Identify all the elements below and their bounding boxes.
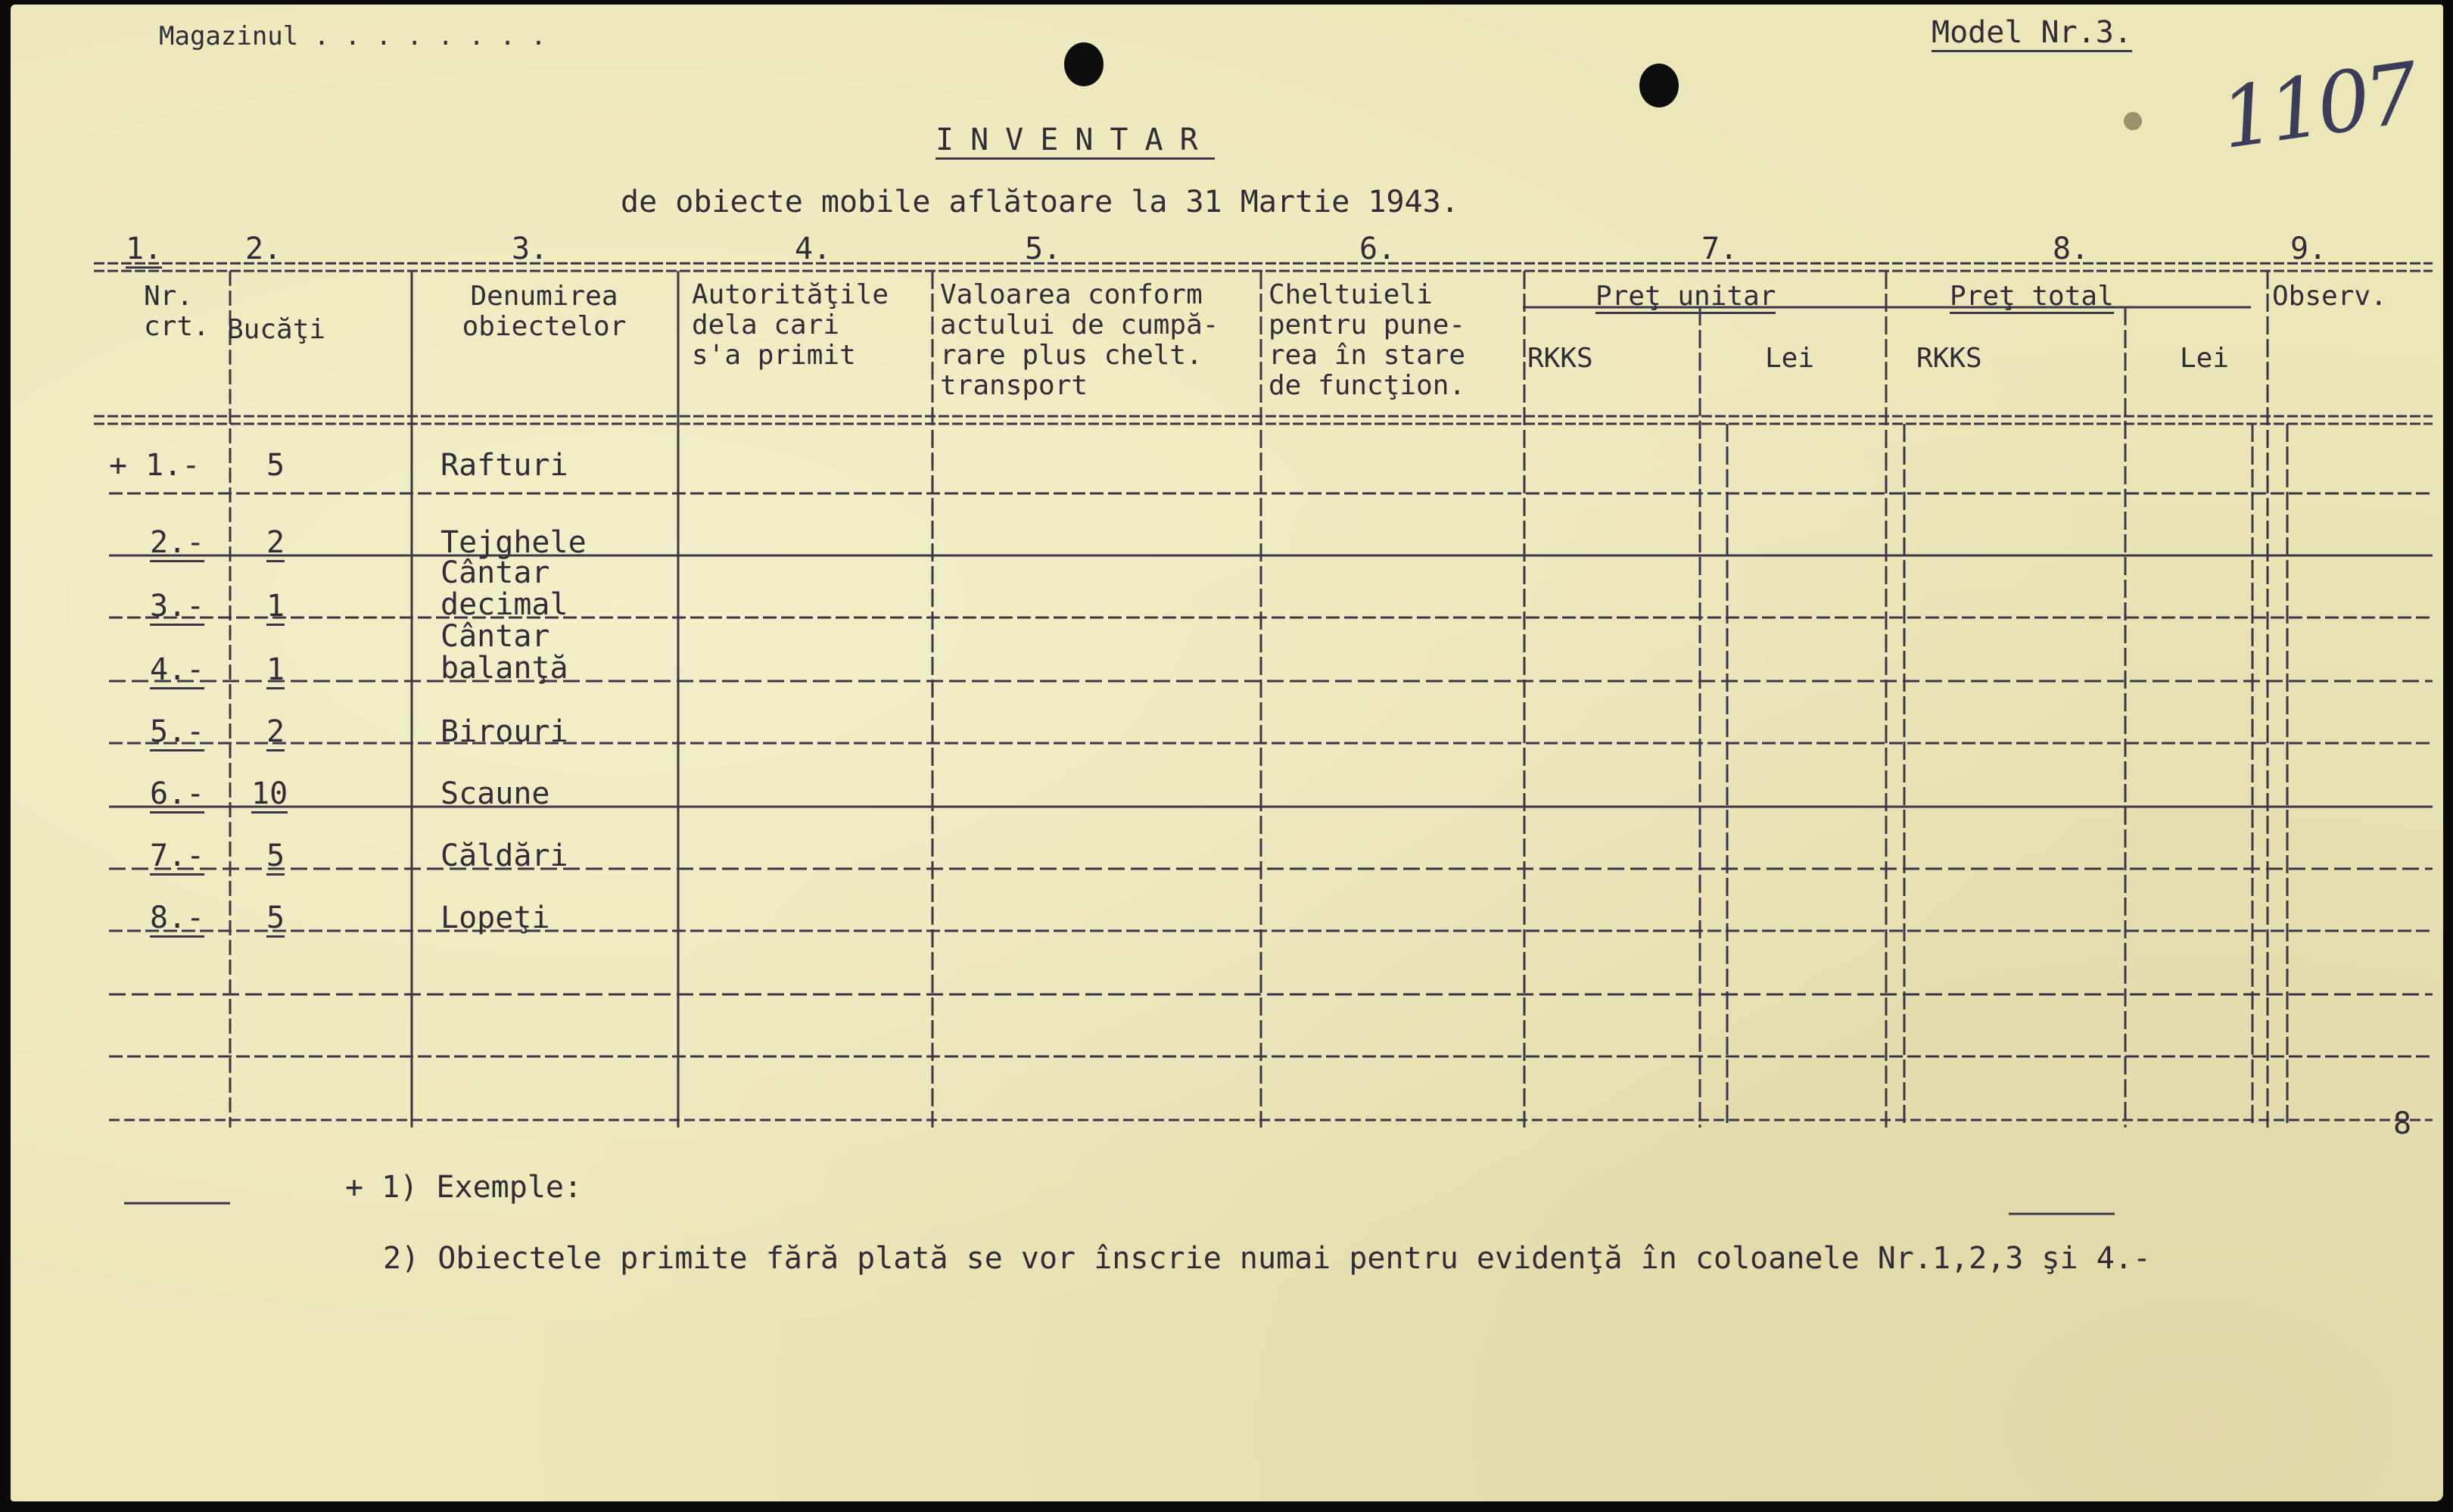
- header-rkks-total: RKKS: [1916, 343, 1982, 374]
- row-nr: 8.-: [150, 901, 204, 938]
- header-cheltuieli: Cheltuieli pentru pune- rea în stare de funcţion.: [1269, 279, 1466, 401]
- row-nr: 2.-: [150, 525, 204, 562]
- store-label: Magazinul . . . . . . . .: [159, 21, 546, 51]
- row-denumire: Rafturi: [440, 448, 568, 483]
- col-number-8: 8.: [2053, 232, 2090, 266]
- row-denumire: Cântar decimal: [440, 555, 568, 622]
- row-bucati: 2: [266, 714, 285, 751]
- header-pret-total: Preţ total: [1950, 282, 2114, 314]
- header-pret-unitar: Preţ unitar: [1595, 282, 1776, 314]
- header-observ: Observ.: [2272, 281, 2387, 312]
- row-nr: 3.-: [150, 589, 204, 626]
- header-denumirea: Denumirea obiectelor: [462, 281, 627, 342]
- row-denumire: Scaune: [440, 776, 550, 811]
- row-denumire: Cântar balanţă: [440, 619, 568, 686]
- note-2: 2) Obiectele primite fără plată se vor înscrie numai pentru evidenţă în coloanele Nr.1,2,3 şi 4.-: [383, 1241, 2151, 1276]
- row-bucati: 2: [266, 525, 285, 562]
- row-nr: 5.-: [150, 714, 204, 751]
- col-number-7: 7.: [1701, 232, 1739, 266]
- row-bucati: 5: [266, 838, 285, 876]
- row-bucati: 1: [266, 652, 285, 689]
- row-nr: 6.-: [150, 776, 204, 814]
- row-denumire: Tejghele: [440, 525, 587, 560]
- row-denumire: Lopeţi: [440, 901, 550, 935]
- table-grid: [11, 5, 2443, 1501]
- col-number-1: 1.: [126, 232, 162, 269]
- row-nr: + 1.-: [109, 448, 201, 483]
- row-nr: 4.-: [150, 652, 204, 689]
- document-sheet: [11, 5, 2443, 1501]
- col-number-9: 9.: [2290, 232, 2327, 266]
- header-rkks-unitar: RKKS: [1527, 343, 1593, 374]
- document-title: INVENTAR: [935, 123, 1215, 160]
- header-autoritatile: Autorităţile dela cari s'a primit: [692, 279, 889, 371]
- row-bucati: 5: [266, 901, 285, 938]
- model-label: Model Nr.3.: [1932, 15, 2132, 52]
- handwritten-number: 1107: [2215, 44, 2420, 168]
- row-denumire: Căldări: [440, 838, 568, 873]
- col-number-4: 4.: [795, 232, 832, 266]
- row-bucati: 5: [266, 448, 285, 483]
- header-nr-crt: Nr. crt.: [144, 281, 210, 342]
- corner-mark: 8: [2393, 1106, 2412, 1141]
- row-nr: 7.-: [150, 838, 204, 876]
- col-number-5: 5.: [1025, 232, 1062, 266]
- header-bucati: Bucăţi: [227, 314, 326, 345]
- col-number-3: 3.: [512, 232, 549, 266]
- row-bucati: 10: [251, 776, 288, 814]
- header-valoarea: Valoarea conform actului de cumpă- rare plus chelt. transport: [940, 279, 1219, 401]
- header-lei-unitar: Lei: [1765, 343, 1815, 374]
- col-number-2: 2.: [245, 232, 282, 266]
- col-number-6: 6.: [1359, 232, 1396, 266]
- note-1: + 1) Exemple:: [345, 1170, 583, 1205]
- row-denumire: Birouri: [440, 714, 568, 749]
- header-lei-total: Lei: [2180, 343, 2230, 374]
- row-bucati: 1: [266, 589, 285, 626]
- document-subtitle: de obiecte mobile aflătoare la 31 Martie 1943.: [621, 185, 1459, 219]
